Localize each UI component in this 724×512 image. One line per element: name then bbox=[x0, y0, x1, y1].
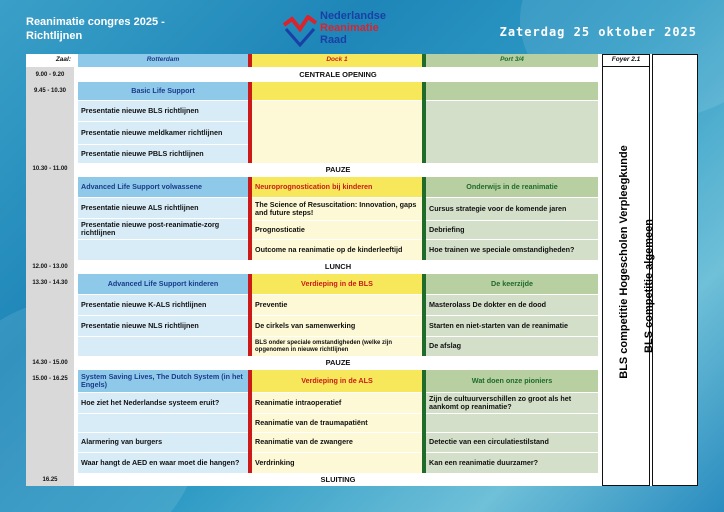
time-slot: 13.30 - 14.30 bbox=[32, 280, 68, 286]
session-item: Presentatie nieuwe meldkamer richtlijnen bbox=[78, 122, 248, 144]
session-item: Presentatie nieuwe PBLS richtlijnen bbox=[78, 145, 248, 163]
session-item: Reanimatie van de zwangere bbox=[252, 433, 422, 452]
time-slot: 9.00 - 9.20 bbox=[35, 72, 65, 78]
logo-text-line: Nederlandse bbox=[320, 10, 387, 22]
session-title-port bbox=[426, 82, 598, 100]
time-slot: 10.30 - 11.00 bbox=[32, 166, 68, 172]
session-item: Presentatie nieuwe post-reanimatie-zorg richtlijnen bbox=[78, 219, 248, 239]
logo bbox=[282, 11, 402, 51]
empty-slot bbox=[426, 414, 598, 432]
session-title-port: De keerzijde bbox=[426, 274, 598, 294]
session-item: Cursus strategie voor de komende jaren bbox=[426, 198, 598, 220]
column-header-dock1: Dock 1 bbox=[252, 54, 422, 67]
event-date: Zaterdag 25 oktober 2025 bbox=[499, 25, 697, 39]
session-item: Zijn de cultuurverschillen zo groot als het aankomt op reanimatie? bbox=[426, 393, 598, 413]
break-row-sluiting: SLUITING bbox=[78, 474, 598, 486]
break-row-pauze: PAUZE bbox=[78, 164, 598, 176]
time-slot: 15.00 - 16.25 bbox=[32, 376, 68, 382]
session-item: Debriefing bbox=[426, 221, 598, 239]
session-title-port: Onderwijs in de reanimatie bbox=[426, 177, 598, 197]
session-item: Presentatie nieuwe NLS richtlijnen bbox=[78, 316, 248, 336]
session-item: De afslag bbox=[426, 337, 598, 356]
time-column bbox=[26, 67, 74, 486]
session-item: Hoe ziet het Nederlandse systeem eruit? bbox=[78, 393, 248, 413]
session-item: Reanimatie van de traumapatiënt bbox=[252, 414, 422, 432]
column-header-foyer: Foyer 2.1 bbox=[602, 54, 650, 67]
session-item: The Science of Resuscitation: Innovation, gaps and future steps! bbox=[252, 198, 422, 220]
logo-text-line: Reanimatie bbox=[320, 22, 379, 34]
session-item: Prognosticatie bbox=[252, 221, 422, 239]
break-row-pauze: PAUZE bbox=[78, 357, 598, 369]
session-item: Presentatie nieuwe K-ALS richtlijnen bbox=[78, 295, 248, 315]
column-header-rotterdam: Rotterdam bbox=[78, 54, 248, 67]
session-item: Kan een reanimatie duurzamer? bbox=[426, 453, 598, 473]
session-item: Masterolass De dokter en de dood bbox=[426, 295, 598, 315]
competition-label: BLS competitie Hogescholen Verpleegkunde bbox=[618, 145, 630, 379]
session-item: Verdrinking bbox=[252, 453, 422, 473]
session-title-dock1: Neuroprognostication bij kinderen bbox=[252, 177, 422, 197]
column-label-zaal: Zaal: bbox=[26, 54, 74, 67]
time-slot: 12.00 - 13.00 bbox=[32, 264, 68, 270]
time-slot: 9.45 - 10.30 bbox=[33, 88, 67, 94]
page-title: Reanimatie congres 2025 - Richtlijnen bbox=[26, 16, 165, 42]
session-title-dock1 bbox=[252, 82, 422, 100]
time-slot: 16.25 bbox=[42, 477, 58, 483]
logo-text-line: Raad bbox=[320, 34, 347, 46]
session-title-port: Wat doen onze pioniers bbox=[426, 370, 598, 392]
session-title-rotterdam: Advanced Life Support kinderen bbox=[78, 274, 248, 294]
break-row-lunch: LUNCH bbox=[78, 261, 598, 273]
session-item: Preventie bbox=[252, 295, 422, 315]
session-item: Alarmering van burgers bbox=[78, 433, 248, 452]
session-item: Outcome na reanimatie op de kinderleeftijd bbox=[252, 240, 422, 260]
session-item: Presentatie nieuwe BLS richtlijnen bbox=[78, 101, 248, 121]
empty-slot bbox=[78, 414, 248, 432]
empty-slot bbox=[78, 240, 248, 260]
heart-logo-icon bbox=[282, 15, 318, 47]
session-title-rotterdam: System Saving Lives, The Dutch System (in het Engels) bbox=[78, 370, 248, 392]
empty-slot bbox=[78, 337, 248, 356]
break-row-opening: CENTRALE OPENING bbox=[78, 69, 598, 81]
session-item: Detectie van een circulatiestilstand bbox=[426, 433, 598, 452]
session-item: Presentatie nieuwe ALS richtlijnen bbox=[78, 198, 248, 218]
session-item: Starten en niet-starten van de reanimatie bbox=[426, 316, 598, 336]
session-title-dock1: Verdieping in de BLS bbox=[252, 274, 422, 294]
competition-label: BLS competitie algemeen bbox=[643, 219, 655, 353]
time-slot: 14.30 - 15.00 bbox=[32, 360, 68, 366]
empty-slot bbox=[426, 101, 598, 163]
schedule-grid bbox=[26, 54, 698, 486]
session-title-rotterdam: Basic Life Support bbox=[78, 82, 248, 100]
empty-slot bbox=[252, 101, 422, 163]
session-item: Hoe trainen we speciale omstandigheden? bbox=[426, 240, 598, 260]
session-title-rotterdam: Advanced Life Support volwassene bbox=[78, 177, 248, 197]
column-header-port: Port 3/4 bbox=[426, 54, 598, 67]
session-item: Reanimatie intraoperatief bbox=[252, 393, 422, 413]
session-item: Waar hangt de AED en waar moet die hangen? bbox=[78, 453, 248, 473]
session-title-dock1: Verdieping in de ALS bbox=[252, 370, 422, 392]
session-item: BLS onder speciale omstandigheden (welke zijn opgenomen in nieuwe richtlijnen bbox=[252, 337, 422, 356]
session-item: De cirkels van samenwerking bbox=[252, 316, 422, 336]
